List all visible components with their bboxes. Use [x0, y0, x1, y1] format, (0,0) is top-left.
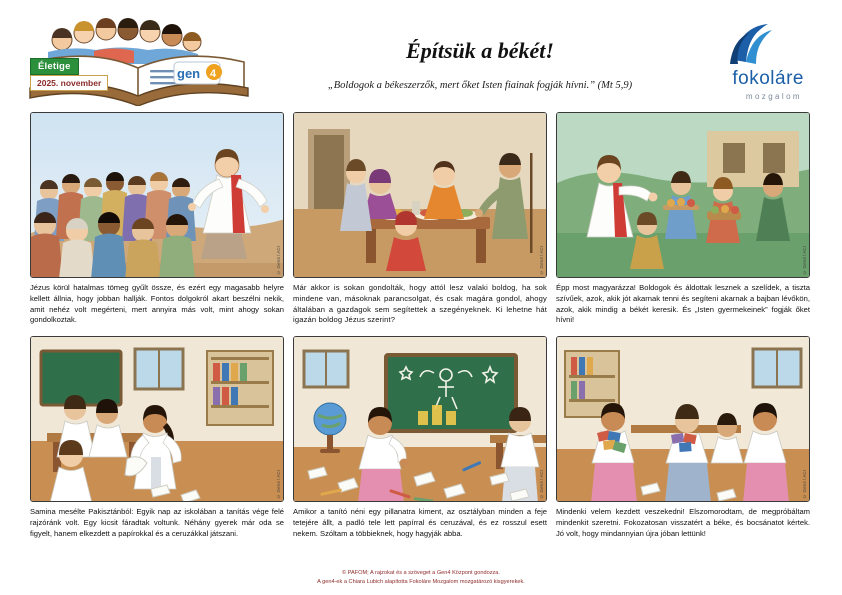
comic-cell-4	[30, 336, 284, 539]
svg-text:gen: gen	[177, 66, 201, 81]
comic-cell-1	[30, 112, 284, 326]
panel-signature: © Gen4 / ACI	[802, 470, 807, 500]
page-title: Építsük a békét!	[406, 38, 554, 63]
panel-caption-4: Samina mesélte Pakisztánból: Egyik nap az iskolában a tanítás vége felé rajzóránk volt. Egy kicsit fáradtak voltunk. Néhány gyerek már oda se figyelt, hanem elkezdett a papírokkal és a ceruzákkal játszani.	[30, 507, 284, 538]
panel-caption-5: Amikor a tanító néni egy pillanatra kiment, az osztályban minden a feje tetejére állt, a padló tele lett papírral és ceruzával, és ez rosszul esett nekem. Szóltam a többieknek, hogy hagyják abba.	[293, 507, 547, 538]
panel-4-illustration	[30, 336, 284, 502]
badge-date: 2025. november	[30, 75, 108, 91]
panel-caption-6: Mindenki velem kezdett veszekedni! Elszomorodtam, de megpróbáltam mindenkit szeretni. Fokozatosan visszatért a béke, és bocsánatot kértek. Jó volt, hogy mindannyian újra jóban lettünk!	[556, 507, 810, 538]
panel-2-illustration	[293, 112, 547, 278]
panel-signature: © Gen4 / ACI	[539, 246, 544, 275]
panel-6-illustration	[556, 336, 810, 502]
footer-line-2: A gen4-ek a Chiara Lubich alapította Fokoláre Mozgalom mozgatározó kisgyerekek.	[317, 579, 525, 586]
panel-signature: © Gen4 / ACI	[276, 470, 281, 500]
panel-signature: © Gen4 / ACI	[802, 246, 807, 275]
page-subtitle: „Boldogok a békeszerzők, mert őket Isten fiainak fogják hívni.” (Mt 5,9)	[327, 80, 633, 91]
comic-cell-2	[293, 112, 547, 326]
focolare-logo	[690, 22, 820, 102]
focolare-name: fokoláre	[732, 68, 804, 89]
panel-1-illustration	[30, 112, 284, 278]
comic-cell-6	[556, 336, 810, 539]
panel-3-illustration	[556, 112, 810, 278]
focolare-mark-icon	[728, 22, 772, 64]
panel-signature: © Gen4 / ACI	[276, 246, 281, 275]
comic-row-1	[30, 112, 812, 326]
page-header	[0, 0, 842, 108]
badge-eletige: Életige	[30, 58, 79, 75]
panel-caption-3: Épp most magyarázza! Boldogok és áldottak lesznek a szelídek, a tiszta szívűek, azok, akik jót akarnak tenni és segíteni akarnak a bajban lévőkön, azok, akik mindig a békét keresik. És „Isten gyermekeinek” fogják őket hívni!	[556, 283, 810, 325]
comic-cell-5	[293, 336, 547, 539]
page-footer	[0, 569, 842, 587]
panel-signature: © Gen4 / ACI	[539, 470, 544, 500]
footer-line-1: © PAFOM; A rajzokat és a szöveget a Gen4 Központ gondozza.	[342, 570, 500, 577]
comic-cell-3	[556, 112, 810, 326]
comic-grid	[30, 112, 812, 539]
panel-caption-2: Már akkor is sokan gondolták, hogy attól lesz valaki boldog, ha sok mindene van, másoknak parancsolgat, és csak magára gondol, ahogy általában a gazdagok sem segítettek a szegényeknek. Ki lehetne hát igazán boldog Jézus szerint?	[293, 283, 547, 325]
panel-5-illustration	[293, 336, 547, 502]
panel-caption-1: Jézus körül hatalmas tömeg gyűlt össze, és ezért egy magasabb helyre kellett állnia, hogy jobban hallják. Fontos dolgokról akart beszélni nekik, amit nehéz volt megérteni, mert annyira más volt, mint ahogy sokan gondolkoztak.	[30, 283, 284, 325]
svg-text:4: 4	[210, 68, 217, 80]
comic-row-2	[30, 336, 812, 539]
focolare-subtitle: mozgalom	[745, 92, 802, 101]
